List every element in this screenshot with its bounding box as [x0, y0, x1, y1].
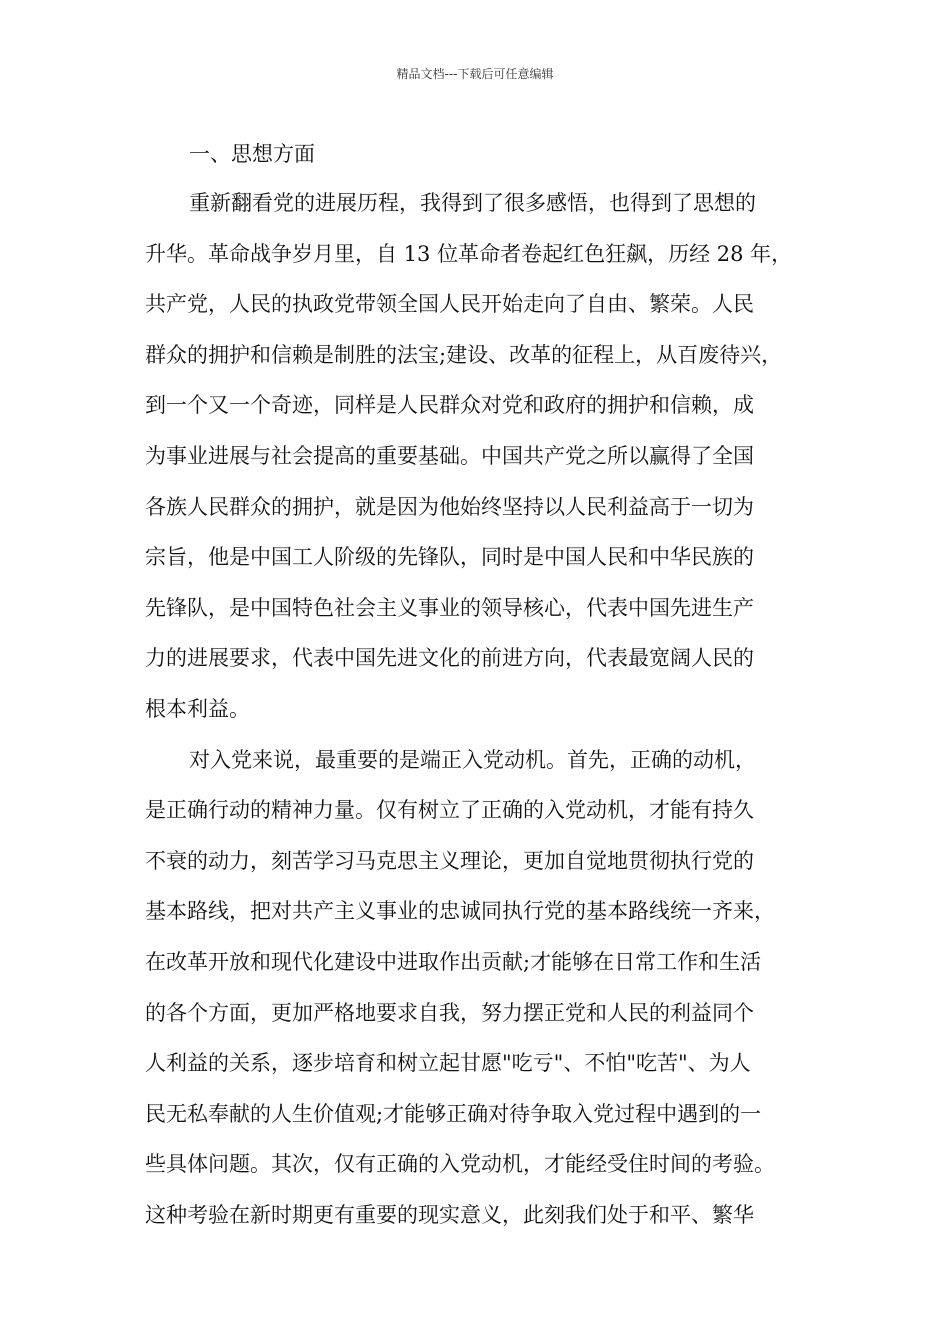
- paragraph-line: 为事业进展与社会提高的重要基础。中国共产党之所以赢得了全国: [145, 443, 754, 468]
- paragraph-line: 这种考验在新时期更有重要的现实意义，此刻我们处于和平、繁华: [145, 1202, 754, 1227]
- paragraph-line: 根本利益。: [145, 696, 250, 721]
- paragraph-line: 不衰的动力，刻苦学习马克思主义理论，更加自觉地贯彻执行党的: [145, 848, 754, 873]
- paragraph-1: [145, 178, 815, 735]
- paragraph-line: 群众的拥护和信赖是制胜的法宝;建设、改革的征程上，从百废待兴，: [145, 342, 783, 367]
- page-header: 精品文档---下载后可任意编辑: [396, 67, 554, 81]
- paragraph-line: 重新翻看党的进展历程，我得到了很多感悟，也得到了思想的: [189, 191, 756, 215]
- paragraph-line: 的各个方面，更加严格地要求自我，努力摆正党和人民的利益同个: [145, 1000, 754, 1025]
- paragraph-line: 在改革开放和现代化建设中进取作出贡献;才能够在日常工作和生活: [145, 949, 762, 974]
- paragraph-line: 对入党来说，最重要的是端正入党动机。首先，正确的动机，: [189, 747, 756, 772]
- paragraph-2: [145, 735, 815, 1241]
- paragraph-line: 些具体问题。其次，仅有正确的入党动机，才能经受住时间的考验。: [145, 1152, 775, 1177]
- paragraph-line: 升华。革命战争岁月里，自 13 位革命者卷起红色狂飙，历经 28 年，: [145, 241, 793, 266]
- paragraph-line: 到一个又一个奇迹，同样是人民群众对党和政府的拥护和信赖，成: [145, 393, 754, 418]
- paragraph-line: 先锋队，是中国特色社会主义事业的领导核心，代表中国先进生产: [145, 595, 754, 620]
- paragraph-line: 人利益的关系，逐步培育和树立起甘愿"吃亏"、不怕"吃苦"、为人: [145, 1051, 751, 1076]
- paragraph-line: 共产党，人民的执政党带领全国人民开始走向了自由、繁荣。人民: [145, 292, 754, 317]
- paragraph-line: 力的进展要求，代表中国先进文化的前进方向，代表最宽阔人民的: [145, 646, 754, 671]
- section-heading: 一、思想方面: [189, 142, 315, 166]
- paragraph-line: 基本路线，把对共产主义事业的忠诚同执行党的基本路线统一齐来，: [145, 899, 775, 924]
- paragraph-line: 民无私奉献的人生价值观;才能够正确对待争取入党过程中遇到的一: [145, 1101, 762, 1126]
- paragraph-line: 是正确行动的精神力量。仅有树立了正确的入党动机，才能有持久: [145, 798, 754, 823]
- paragraph-line: 各族人民群众的拥护，就是因为他始终坚持以人民利益高于一切为: [145, 494, 754, 519]
- paragraph-line: 宗旨，他是中国工人阶级的先锋队，同时是中国人民和中华民族的: [145, 545, 754, 570]
- document-body: [145, 130, 815, 1240]
